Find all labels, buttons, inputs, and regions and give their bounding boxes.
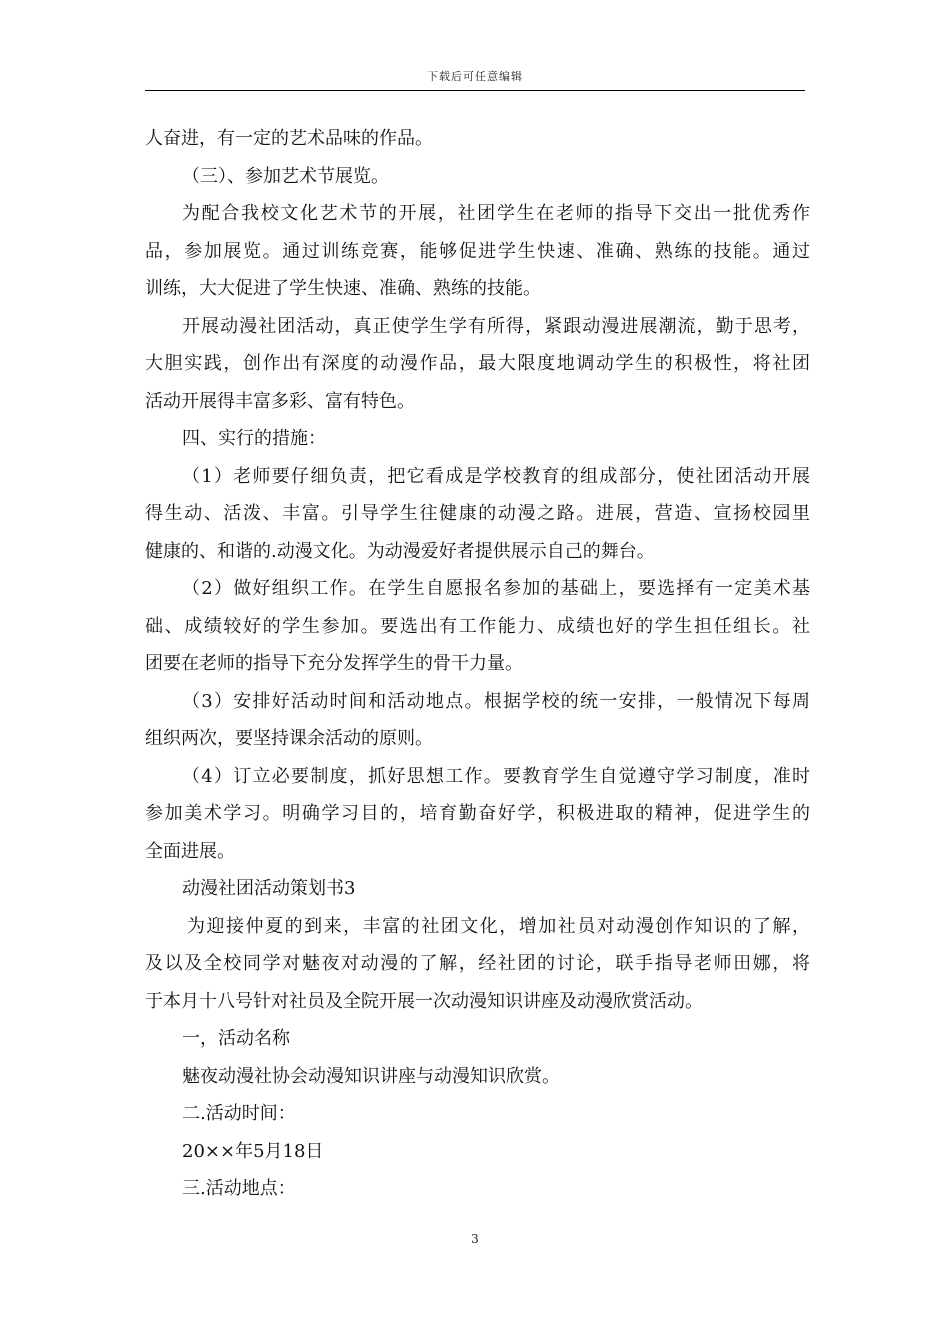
section-heading: 三.活动地点： — [182, 1178, 296, 1199]
paragraph-line: 得生动、活泼、丰富。引导学生往健康的动漫之路。进展，营造、宣扬校园里 — [145, 503, 810, 524]
paragraph-line: （3）安排好活动时间和活动地点。根据学校的统一安排，一般情况下每周 — [182, 690, 810, 712]
page-header: 下载后可任意编辑 — [427, 70, 523, 83]
section-heading: 二.活动时间： — [182, 1103, 296, 1124]
paragraph-line: 活动开展得丰富多彩、富有特色。 — [145, 390, 415, 412]
section-heading: 一，活动名称 — [182, 1028, 290, 1049]
paragraph-line: 健康的、和谐的.动漫文化。为动漫爱好者提供展示自己的舞台。 — [145, 540, 655, 562]
paragraph-line: 及以及全校同学对魅夜对动漫的了解，经社团的讨论，联手指导老师田娜，将 — [145, 953, 810, 974]
document-body — [145, 120, 810, 1208]
paragraph-line: 魅夜动漫社协会动漫知识讲座与动漫知识欣赏。 — [182, 1065, 560, 1087]
section-heading: （三）、参加艺术节展览。 — [182, 165, 389, 187]
paragraph-line: 参加美术学习。明确学习目的，培育勤奋好学，积极进取的精神，促进学生的 — [145, 803, 810, 824]
paragraph-line: （2）做好组织工作。在学生自愿报名参加的基础上，要选择有一定美术基 — [182, 578, 810, 599]
paragraph-line: 全面进展。 — [145, 840, 235, 862]
paragraph-line: 组织两次，要坚持课余活动的原则。 — [145, 728, 433, 749]
paragraph-line: 20××年5月18日 — [182, 1140, 324, 1162]
document-subtitle: 动漫社团活动策划书3 — [182, 878, 356, 899]
paragraph-line: 团要在老师的指导下充分发挥学生的骨干力量。 — [145, 653, 523, 674]
paragraph-line: 为迎接仲夏的到来，丰富的社团文化，增加社员对动漫创作知识的了解， — [187, 915, 810, 937]
paragraph-line: 大胆实践，创作出有深度的动漫作品，最大限度地调动学生的积极性，将社团 — [145, 353, 810, 374]
paragraph-line: 人奋进，有一定的艺术品味的作品。 — [145, 128, 433, 149]
paragraph-line: 于本月十八号针对社员及全院开展一次动漫知识讲座及动漫欣赏活动。 — [145, 990, 703, 1012]
section-heading: 四、实行的措施： — [182, 428, 326, 449]
paragraph-line: 础、成绩较好的学生参加。要选出有工作能力、成绩也好的学生担任组长。社 — [145, 615, 810, 637]
paragraph-line: 训练，大大促进了学生快速、准确、熟练的技能。 — [145, 278, 541, 299]
paragraph-line: 为配合我校文化艺术节的开展，社团学生在老师的指导下交出一批优秀作 — [182, 203, 810, 224]
paragraph-line: （1）老师要仔细负责，把它看成是学校教育的组成部分，使社团活动开展 — [182, 465, 810, 487]
paragraph-line: （4）订立必要制度，抓好思想工作。要教育学生自觉遵守学习制度，准时 — [182, 765, 810, 787]
header-divider — [145, 90, 805, 91]
paragraph-line: 品，参加展览。通过训练竞赛，能够促进学生快速、准确、熟练的技能。通过 — [145, 240, 810, 262]
page-number: 3 — [471, 1232, 479, 1246]
paragraph-line: 开展动漫社团活动，真正使学生学有所得，紧跟动漫进展潮流，勤于思考， — [182, 315, 810, 337]
